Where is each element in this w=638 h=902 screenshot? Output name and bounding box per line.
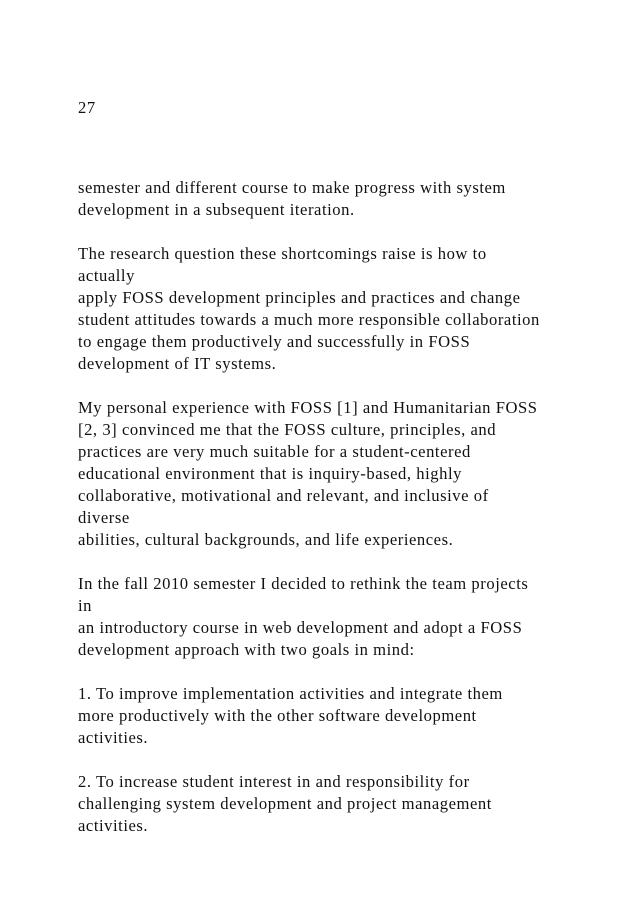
text-line: semester and different course to make progress with system <box>78 178 506 197</box>
text-line: abilities, cultural backgrounds, and life experiences. <box>78 530 454 549</box>
text-line: 1. To improve implementation activities and integrate them <box>78 684 503 703</box>
text-line: student attitudes towards a much more responsible collaboration <box>78 310 540 329</box>
page-number: 27 <box>78 98 96 117</box>
paragraph <box>78 243 618 375</box>
text-line: The research question these shortcomings raise is how to <box>78 244 487 263</box>
text-line: My personal experience with FOSS [1] and Humanitarian FOSS <box>78 398 538 417</box>
text-line: development of IT systems. <box>78 354 277 373</box>
text-line: [2, 3] convinced me that the FOSS culture, principles, and <box>78 420 497 439</box>
text-line: collaborative, motivational and relevant, and inclusive of <box>78 486 489 505</box>
text-line: In the fall 2010 semester I decided to rethink the team projects <box>78 574 529 593</box>
paragraph <box>78 771 618 837</box>
text-line: an introductory course in web development and adopt a FOSS <box>78 618 523 637</box>
text-line: educational environment that is inquiry-based, highly <box>78 464 462 483</box>
text-line: activities. <box>78 728 149 747</box>
paragraph <box>78 397 618 551</box>
text-line: more productively with the other software development <box>78 706 477 725</box>
text-line: practices are very much suitable for a student-centered <box>78 442 471 461</box>
text-line: to engage them productively and successfully in FOSS <box>78 332 471 351</box>
text-line: development in a subsequent iteration. <box>78 200 355 219</box>
paragraph <box>78 683 618 749</box>
text-line: challenging system development and project management <box>78 794 492 813</box>
document-body <box>78 177 618 859</box>
paragraph <box>78 177 618 221</box>
text-line: 2. To increase student interest in and responsibility for <box>78 772 470 791</box>
text-line: development approach with two goals in mind: <box>78 640 415 659</box>
text-line: activities. <box>78 816 149 835</box>
text-line: in <box>78 596 93 615</box>
text-line: diverse <box>78 508 130 527</box>
text-line: actually <box>78 266 135 285</box>
paragraph <box>78 573 618 661</box>
text-line: apply FOSS development principles and practices and change <box>78 288 521 307</box>
